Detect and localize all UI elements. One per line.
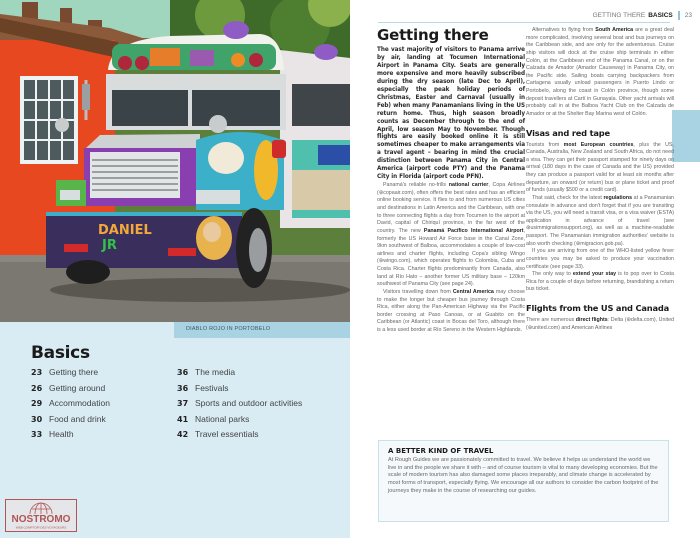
- text-column-1: [377, 27, 525, 335]
- bold-term: direct flights: [575, 317, 608, 323]
- toc-page-number: 29: [31, 399, 43, 408]
- running-head-topic: GETTING THERE: [592, 12, 646, 19]
- toc-item[interactable]: [177, 383, 302, 399]
- section-heading-visas: Visas and red tape: [526, 127, 610, 138]
- body-paragraph: [526, 195, 674, 248]
- text-run: , plus the US, Canada, Australia, New Zealand and South Africa, do not need a visa. They can get their passport stamped for ninety days on arrival (180 days in the case of Canada and the US) provided they can produce a passport valid for at least six months after departure, an onward (or return) bus or plane ticket and proof of funds (usually $500 or a credit card).: [526, 141, 674, 194]
- running-head-section: BASICS: [648, 12, 673, 19]
- text-run: Visitors travelling down from: [383, 288, 453, 295]
- toc-page-number: 33: [31, 430, 43, 439]
- toc-label: Festivals: [195, 382, 229, 393]
- bold-term: Panamá Pacífico International Airport: [423, 227, 524, 234]
- globe-icon: [6, 500, 76, 531]
- bus-suffix-text: JR: [102, 238, 117, 253]
- photo-caption-band: [174, 322, 350, 338]
- bold-term: South America: [595, 27, 634, 33]
- toc-label: Getting around: [49, 382, 106, 393]
- text-column-2: [526, 27, 674, 332]
- toc-column-2: [177, 367, 302, 445]
- toc-page-number: 42: [177, 430, 189, 439]
- bold-term: national carrier: [448, 182, 489, 189]
- text-run: Alternatives to flying from: [532, 27, 596, 33]
- body-paragraph: [377, 182, 525, 289]
- section-thumb-tab: [672, 110, 700, 162]
- text-run: at a Panamanian consulate in advance and don't forget that if you are transiting via the US, you will need a transit visa, or a visa waiver (ESTA) application in advance of travel (see ⊛usimmigrationsupport.org), as well as a machine-readable passport. The Panamanian immigration authorities' website is also worth checking (⊛migracion.gob.pa).: [526, 194, 674, 247]
- page-number: 23: [684, 12, 692, 19]
- toc-column-1: [31, 367, 110, 445]
- toc-page-number: 23: [31, 368, 43, 377]
- toc-label: Getting there: [49, 367, 99, 377]
- toc-item[interactable]: [177, 429, 302, 445]
- toc-label: Sports and outdoor activities: [195, 398, 303, 408]
- toc-item[interactable]: [31, 398, 110, 414]
- bold-term: Central America: [452, 288, 494, 295]
- photo-caption: DIABLO ROJO IN PORTOBELO: [186, 326, 271, 332]
- toc-label: Health: [49, 429, 74, 439]
- body-paragraph: [526, 142, 674, 195]
- text-run: , Copa Airlines (⊛copaair.com), often offers the best rates and has an efficient online booking service. It flies to and from numerous US cities and destinations in Latin America and the Caribbean, with one to three connecting flights a day from Tocumen to the airport at David, capital of Chiriquí province, in the far west of the country. The new: [377, 182, 526, 234]
- toc-item[interactable]: [177, 367, 302, 383]
- running-head: [593, 11, 692, 20]
- text-run: The only way to: [532, 271, 573, 278]
- stamp-name: NOSTROMO: [11, 514, 71, 525]
- bold-term: extend your stay: [572, 271, 617, 278]
- toc-page-number: 36: [177, 383, 189, 393]
- diablo-rojo-bus-illustration: [0, 0, 350, 322]
- toc-label: National parks: [195, 413, 250, 424]
- text-run: are a great deal more complicated, involving several boat and bus journeys on the Caribbean side, and are only for the adventurous. Cruise ship visitors will dock at the cruise ship terminals in either Colón, at the Caribbean end of the Panama Canal, or on the Calzada de Amador (Amador Causeway) in Panama City, on the Pacific side. Sailing boats carrying backpackers from Cartagena usually unload passengers in Puerto Lindo or Portobelo, along the coast in Colón province, though some deposit travellers at Cartí in Gunayala. Other yacht arrivals will probably call in at the Balboa Yacht Club on the Calzada de Amador or at the Shelter Bay Marina west of Colón.: [526, 27, 675, 117]
- body-paragraph: [526, 271, 674, 294]
- article-title: Getting there: [377, 26, 489, 44]
- lead-paragraph: The vast majority of visitors to Panama arrive by air, landing at Tocumen International Airport in Panama City. Seats are generally more expensive and more heavily subscribed during the dry season (late Dec to April), especially the peak holiday periods of Christmas, Easter and Carnaval (usually in Feb) when many Panamanians living in the US return home. Thus, high season broadly counts as December through to the end of April, low season May to November. Though flights are easily booked online it is still sometimes cheaper to make arrangements via a travel agent – bearing in mind the crucial distinction between Panama City in Central America (airport code PTY) and the Panama City in Florida (airport code PFN).: [377, 47, 525, 181]
- bold-term: regulations: [603, 194, 633, 201]
- toc-item[interactable]: [177, 398, 302, 414]
- toc-label: Travel essentials: [195, 429, 259, 439]
- toc-item[interactable]: [31, 383, 110, 399]
- bus-photo: [0, 0, 350, 322]
- boxout-text: At Rough Guides we are passionately committed to travel. We believe it helps us understand the world we live in and the people we share it with – and of course tourism is vital to many developing economies. But the scale of modern tourism has also damaged some places irreparably, and climate change is accelerated by most forms of transport, especially flying. We encourage all our authors to consider the carbon footprint of the journeys they make in the course of researching our guides.: [388, 457, 659, 494]
- toc-label: Accommodation: [49, 398, 110, 408]
- running-head-divider: [678, 11, 680, 20]
- toc-page-number: 41: [177, 414, 189, 424]
- header-rule: [378, 22, 670, 23]
- toc-page-number: 26: [31, 383, 43, 393]
- boxout-better-travel: [378, 440, 669, 522]
- text-run: , formerly the US Howard Air Force base in the Canal Zone, 9km southwest of Balboa, accommodates a couple of low-cost airlines and charter flights, including Copa's sibling Wingo (⊛wingo.com), which operates flights to Colombia, Cuba and Costa Rica. Charter flights predominantly from Canada, also land at Río Hato – another former US military base – 120km southwest of Panama City (see page 24).: [377, 227, 525, 288]
- bus-name-text: DANIEL: [98, 223, 152, 238]
- body-paragraph: [377, 289, 525, 335]
- body-paragraph: [526, 27, 674, 119]
- toc-item[interactable]: [31, 367, 110, 383]
- toc-item[interactable]: [177, 414, 302, 430]
- text-run: There are numerous: [526, 317, 576, 323]
- body-paragraph: If you are arriving from one of the WHO-listed yellow fever countries you may be asked to produce your vaccination certificate (see page 33).: [526, 248, 674, 270]
- text-run: Tourists from: [526, 141, 564, 148]
- stamp-tagline: WEB COMPTOIR DES VOYAGEURS: [15, 525, 67, 530]
- text-run: is to pop over to Costa Rica for a couple of days before returning, brandishing a return bus ticket.: [526, 271, 674, 293]
- section-heading-flights: Flights from the US and Canada: [526, 303, 669, 313]
- body-paragraph: [526, 317, 674, 332]
- text-run: may choose to make the longer but cheaper bus journey through Costa Rica, either along the Pan-American Highway via the Pacific border crossing at Paso Canoas, or at Guabito on the Caribbean (or Atlantic) coast in Bocas del Toro, although there is a less used border at Río Sereno in the Western Highlands.: [377, 288, 525, 334]
- text-run: Panamá's reliable no-frills: [383, 182, 449, 189]
- toc-page-number: 30: [31, 414, 43, 424]
- toc-item[interactable]: [31, 429, 110, 445]
- toc-label: The media: [195, 367, 236, 377]
- toc-label: Food and drink: [49, 413, 106, 424]
- toc-item[interactable]: [31, 414, 110, 430]
- boxout-title: A BETTER KIND OF TRAVEL: [388, 447, 494, 455]
- text-run: That said, check for the latest: [532, 194, 604, 201]
- chapter-title: Basics: [31, 343, 90, 363]
- text-run: : Delta (⊛delta.com), United (⊛united.com) and American Airlines: [526, 317, 674, 331]
- toc-page-number: 37: [177, 399, 189, 408]
- nostromo-stamp-logo: [5, 499, 77, 532]
- toc-page-number: 36: [177, 368, 189, 377]
- bold-term: most European countries: [563, 141, 634, 148]
